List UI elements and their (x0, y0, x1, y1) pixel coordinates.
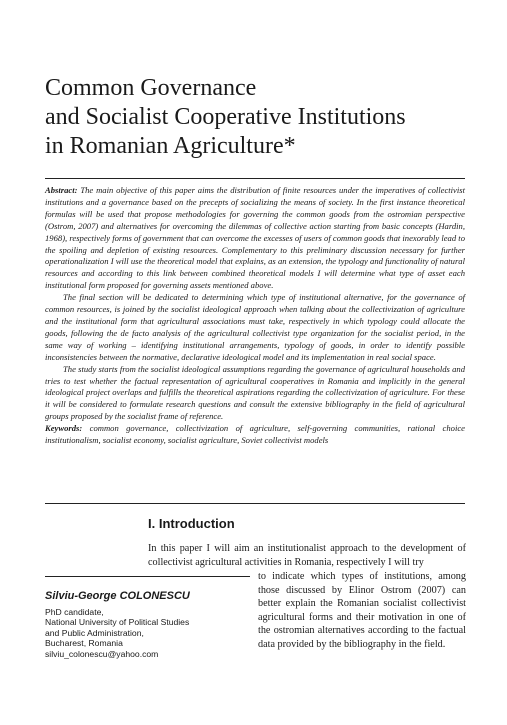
author-affiliation-line: PhD candidate, (45, 606, 104, 617)
section-heading: I. Introduction (148, 516, 235, 531)
abstract-label: Abstract: (45, 185, 78, 195)
paper-title (45, 74, 485, 161)
abstract-top-rule (45, 178, 465, 179)
keywords-text: common governance, collectivization of agriculture, self-governing communities, rational choice institutionalism, socialist economy, socialist agriculture, Soviet collectivist models (45, 423, 465, 446)
author-rule (45, 576, 250, 577)
author-affiliation-line: and Public Administration, (45, 627, 144, 638)
author-affiliation-line: Bucharest, Romania (45, 638, 123, 649)
abstract-bottom-rule (45, 503, 465, 504)
title-line: and Socialist Cooperative Institutions (45, 104, 406, 130)
author-name: Silviu-George COLONESCU (45, 590, 190, 602)
author-email: silviu_colonescu@yahoo.com (45, 648, 159, 659)
intro-text: In this paper I will aim an institutionalist approach to the development of collectivist agricultural activities in Romania, respectively I will try (148, 543, 466, 568)
author-affiliation-line: National University of Political Studies (45, 617, 190, 628)
abstract-paragraph: The study starts from the socialist ideological assumptions regarding the governance of agricultural households and tries to test whether the factual representation of agricultural cooperatives in Romania and implicitly in the general ideological project overlaps and fulfills the theoretical aspirations regarding the collectivization of agriculture. For these it will be considered to formulate research questions and consult the extensive bibliography in the field of agricultural groups proposed by the socialist frame of reference. (45, 363, 465, 422)
abstract-paragraph (45, 185, 465, 292)
title-line: Common Governance (45, 75, 257, 101)
keywords-paragraph (45, 423, 465, 447)
abstract-paragraph: The final section will be dedicated to determining which type of institutional alternative, for the governance of common resources, is joined by the socialist ideological approach when talking about the collectivization of agriculture and the institutional form that agricultural associations must take, respectively in which typology could allocate the goods, following the de facto analysis of the agricultural collectivist type organization for the socialist period, in the same way of working – identifying institutional arrangements, typology of goods, in order to identify possible inconsistencies between the normative, declarative ideological model and its implementation in real social space. (45, 292, 465, 362)
abstract-block (45, 185, 465, 447)
title-line: in Romanian Agriculture* (45, 133, 296, 159)
intro-text-continued: to indicate which types of institutions, among those discussed by Elinor Ostrom (2007) can better explain the Romanian socialist collectivist agricultural forms and their motivation in one of the ostromian alternatives according to the factual data provided by the bibliography in the field. (258, 571, 466, 650)
abstract-text: The main objective of this paper aims the distribution of finite resources under the imperatives of collectivist institutions and a governance based on the precepts of socializing the means of society. In the first instance theoretical formulas will be used that propose methodologies for governing the common goods from the ostromian perspective (Ostrom, 2007) and alternatives for overcoming the dilemmas of collective action starting from basic concepts (Hardin, 1968), respectively forms of government that can overcome the excesses of users of common goods that inexorably lead to the spoiling and depletion of existing resources. Complementary to this preliminary discussion necessary for further operationalization I will use the theoretical model that explains, as an extension, the typology and functionality of natural resources and according to this link between combined theoretical models I will determine what type of asset each institutional form proposed for governing assets mentioned above. (45, 185, 465, 291)
author-box (45, 591, 255, 660)
keywords-label: Keywords: (45, 423, 83, 434)
